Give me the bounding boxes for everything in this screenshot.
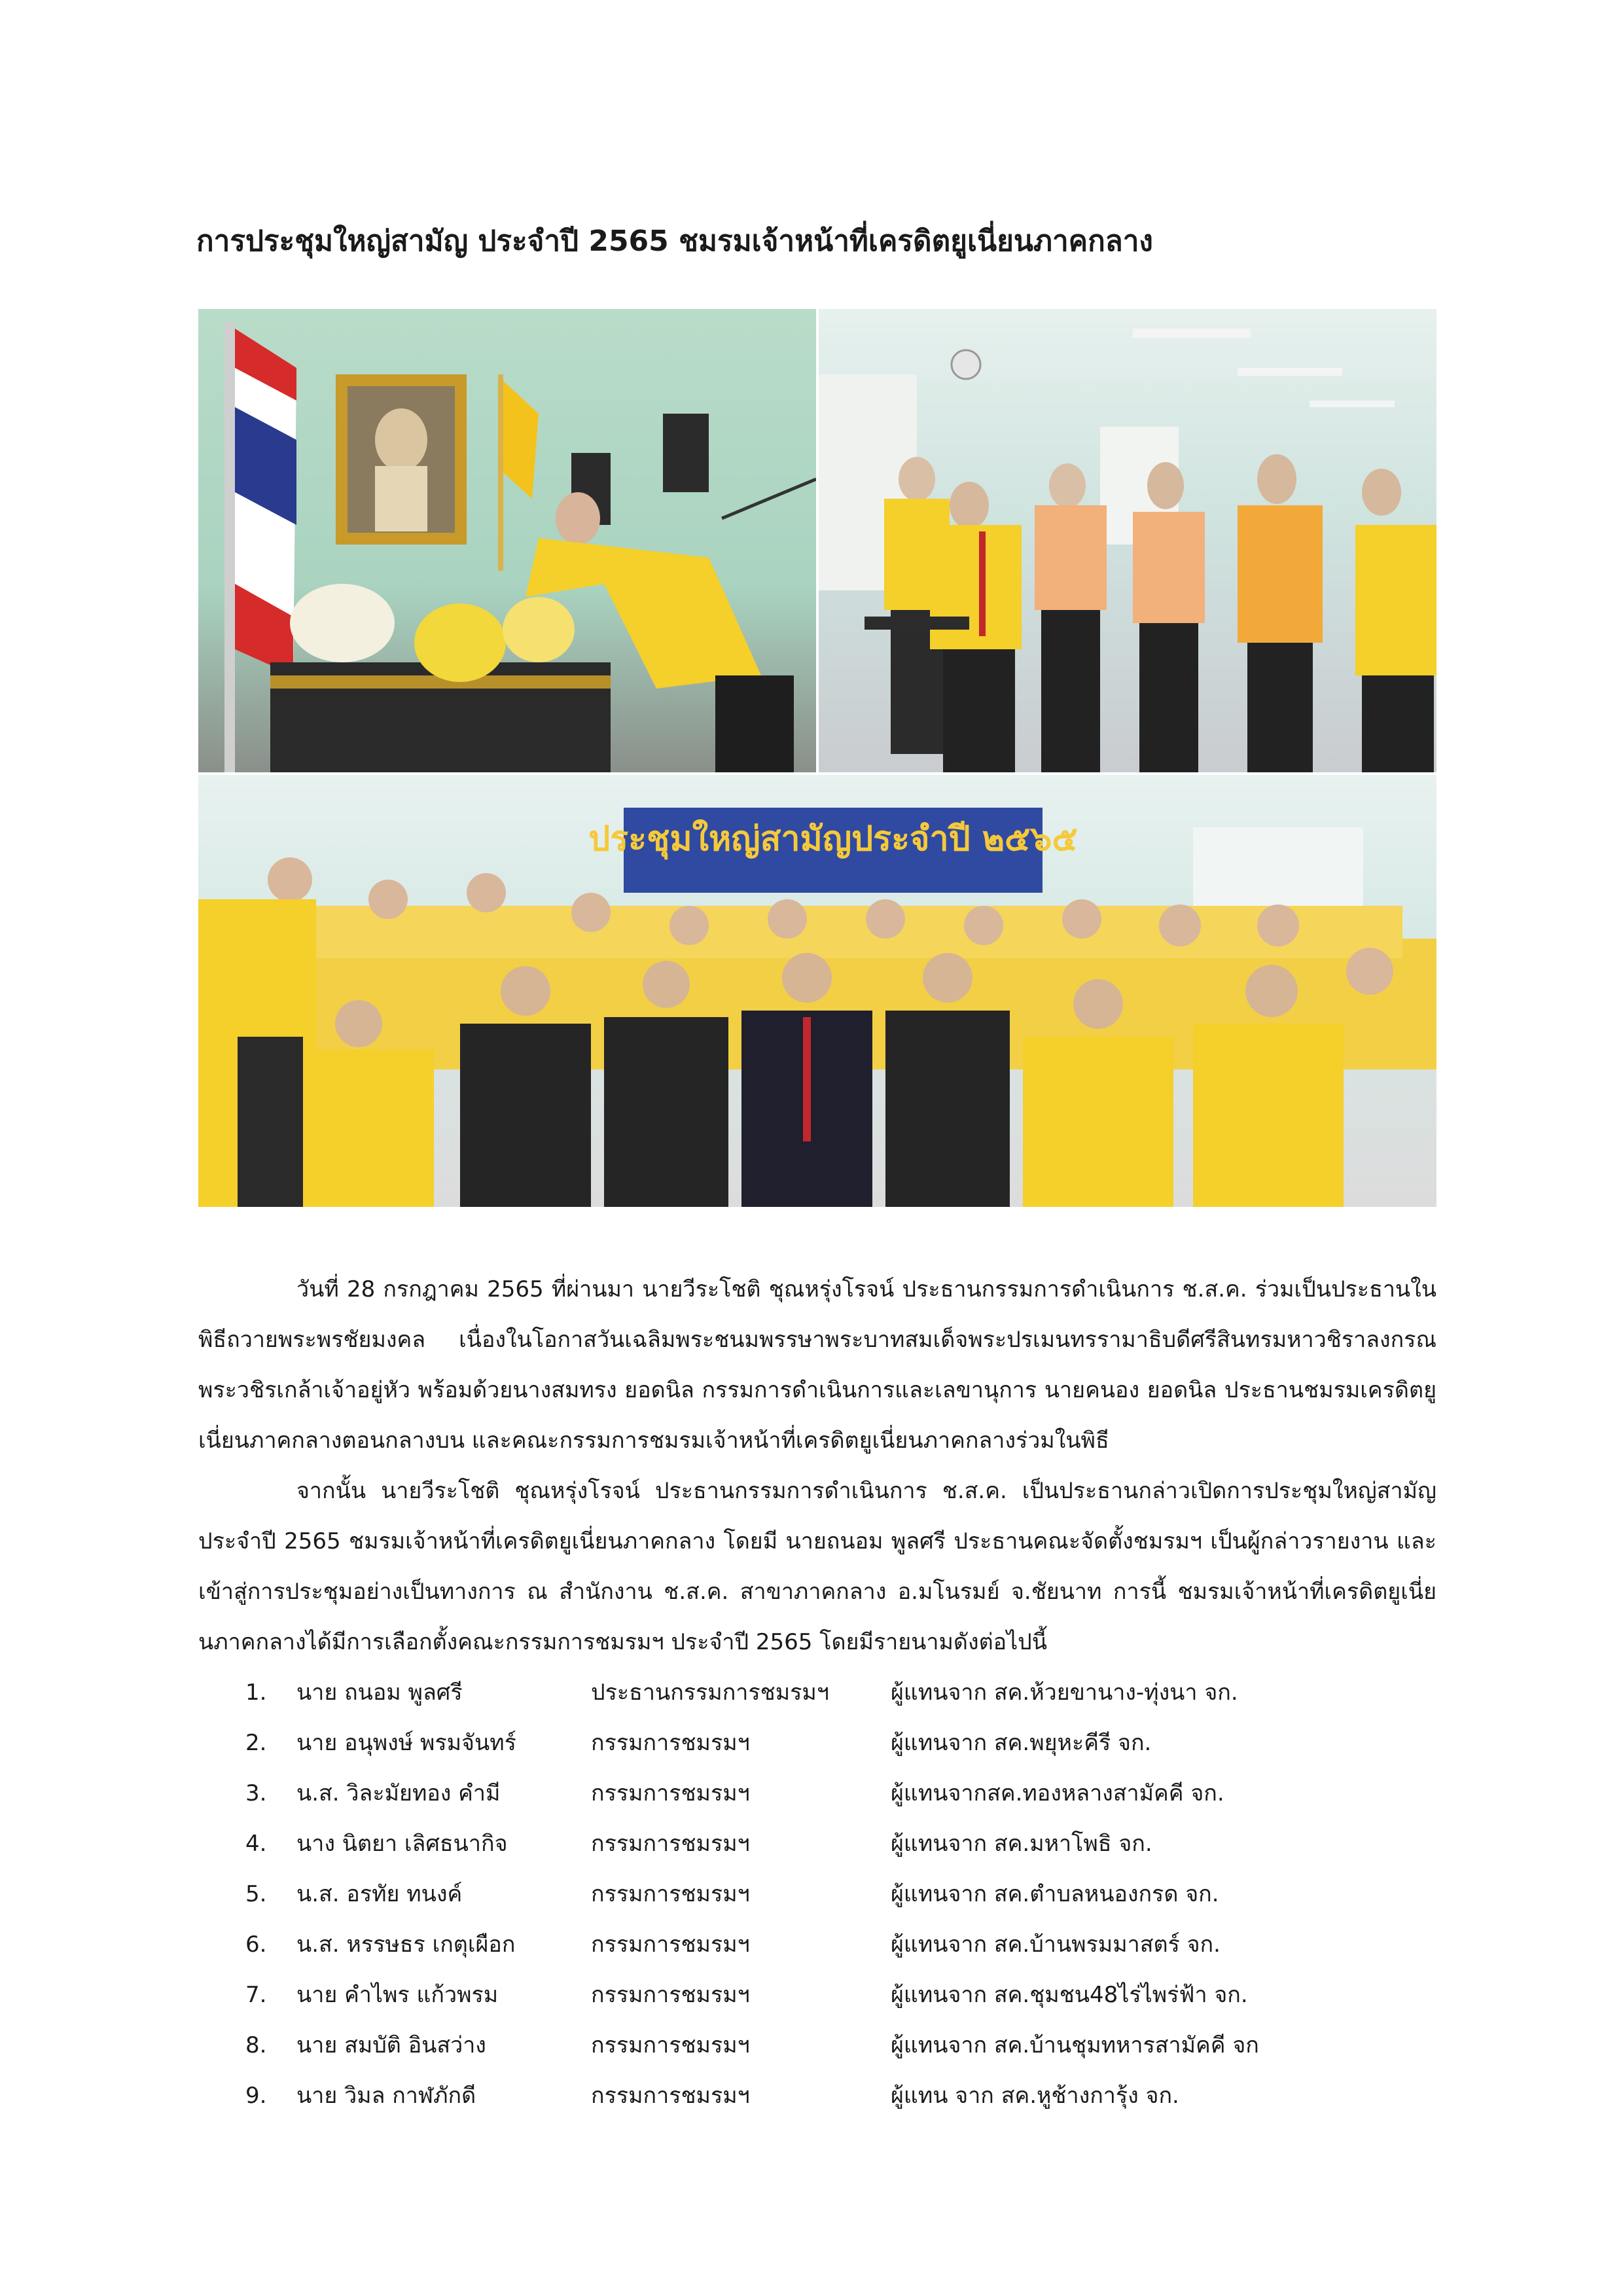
group-photo [198, 775, 1436, 1207]
item-number: 4. [245, 1831, 267, 1857]
list-item [198, 1819, 1436, 1869]
member-position: กรรมการชมรมฯ [591, 1780, 750, 1806]
member-representing: ผู้แทนจาก สค.บ้านพรมมาสตร์ จก. [891, 1931, 1221, 1958]
paragraph: จากนั้น นายวีระโชติ ชุณหรุ่งโรจน์ ประธานกรรมการดำเนินการ ช.ส.ค. เป็นประธานกล่าวเปิดการประชุมใหญ่สามัญ ประจำปี 2565 ชมรมเจ้าหน้าที่เครดิตยูเนี่ยนภาคกลาง โดยมี นายถนอม พูลศรี ประธานคณะจัดตั้งชมรมฯ เป็นผู้กล่าวรายงาน และเข้าสู่การประชุมอย่างเป็นทางการ ณ สำนักงาน ช.ส.ค. สาขาภาคกลาง อ.มโนรมย์ จ.ชัยนาท การนี้ ชมรมเจ้าหน้าที่เครดิตยูเนี่ยนภาคกลางได้มีการเลือกตั้งคณะกรรมการชมรมฯ ประจำปี 2565 โดยมีรายนามดังต่อไปนี้ [198, 1478, 1436, 1655]
item-number: 8. [245, 2032, 267, 2058]
member-position: กรรมการชมรมฯ [591, 1881, 750, 1907]
list-item [198, 1718, 1436, 1768]
item-number: 3. [245, 1780, 267, 1806]
member-name: นาย สมบัติ อินสว่าง [296, 2032, 486, 2058]
list-item [198, 1768, 1436, 1819]
member-position: กรรมการชมรมฯ [591, 2032, 750, 2058]
member-position: ประธานกรรมการชมรมฯ [591, 1679, 829, 1706]
member-position: กรรมการชมรมฯ [591, 1730, 750, 1756]
article-body [198, 1265, 1436, 1668]
list-item [198, 1970, 1436, 2020]
member-name: น.ส. หรรษธร เกตุเผือก [296, 1931, 516, 1958]
member-representing: ผู้แทนจาก สค.พยุหะคีรี จก. [891, 1730, 1152, 1756]
item-number: 2. [245, 1730, 267, 1756]
item-number: 7. [245, 1982, 267, 2008]
member-representing: ผู้แทนจาก สค.ชุมชน48ไร่ไพร่ฟ้า จก. [891, 1982, 1248, 2008]
list-item [198, 1920, 1436, 1970]
member-position: กรรมการชมรมฯ [591, 1931, 750, 1958]
banner-text: ประชุมใหญ่สามัญประจำปี ๒๕๖๕ [588, 819, 1078, 859]
item-number: 6. [245, 1931, 267, 1958]
member-name: นาย วิมล กาฬภักดี [296, 2083, 476, 2109]
item-number: 1. [245, 1679, 267, 1706]
member-position: กรรมการชมรมฯ [591, 1982, 750, 2008]
item-number: 5. [245, 1881, 267, 1907]
paragraph: วันที่ 28 กรกฎาคม 2565 ที่ผ่านมา นายวีระโชติ ชุณหรุ่งโรจน์ ประธานกรรมการดำเนินการ ช.ส.ค. ร่วมเป็นประธานในพิธีถวายพระพรชัยมงคล เนื่องในโอกาสวันเฉลิมพระชนมพรรษาพระบาทสมเด็จพระปรเมนทรรามาธิบดีศรีสินทรมหาวชิราลงกรณ พระวชิรเกล้าเจ้าอยู่หัว พร้อมด้วยนางสมทรง ยอดนิล กรรมการดำเนินการและเลขานุการ นายคนอง ยอดนิล ประธานชมรมเครดิตยูเนี่ยนภาคกลางตอนกลางบน และคณะกรรมการชมรมเจ้าหน้าที่เครดิตยูเนี่ยนภาคกลางร่วมในพิธี [198, 1276, 1436, 1454]
member-name: นาย ถนอม พูลศรี [296, 1679, 463, 1706]
member-position: กรรมการชมรมฯ [591, 1831, 750, 1857]
committee-member-list [198, 1668, 1436, 2121]
member-name: น.ส. วิละมัยทอง คำมี [296, 1780, 501, 1806]
member-representing: ผู้แทนจากสค.ทองหลางสามัคคี จก. [891, 1780, 1224, 1806]
member-representing: ผู้แทนจาก สค.ห้วยขานาง-ทุ่งนา จก. [891, 1679, 1238, 1706]
member-representing: ผู้แทนจาก สค.มหาโพธิ จก. [891, 1831, 1152, 1857]
list-item [198, 2071, 1436, 2121]
member-name: นาย คำไพร แก้วพรม [296, 1982, 499, 2008]
page-title: การประชุมใหญ่สามัญ ประจำปี 2565 ชมรมเจ้าหน้าที่เครดิตยูเนี่ยนภาคกลาง [196, 224, 1153, 259]
list-item [198, 2020, 1436, 2071]
member-representing: ผู้แทนจาก สค.บ้านชุมทหารสามัคคี จก [891, 2032, 1259, 2058]
member-name: นาง นิตยา เลิศธนากิจ [296, 1831, 508, 1857]
list-item [198, 1668, 1436, 1718]
item-number: 9. [245, 2083, 267, 2109]
ceremony-photo [198, 309, 816, 772]
list-item [198, 1869, 1436, 1920]
member-position: กรรมการชมรมฯ [591, 2083, 750, 2109]
member-representing: ผู้แทนจาก สค.ตำบลหนองกรด จก. [891, 1881, 1219, 1907]
member-name: นาย อนุพงษ์ พรมจันทร์ [296, 1730, 516, 1756]
member-representing: ผู้แทน จาก สค.หูช้างการุ้ง จก. [891, 2083, 1179, 2109]
speech-photo [819, 309, 1436, 772]
member-name: น.ส. อรทัย ทนงค์ [296, 1881, 463, 1907]
